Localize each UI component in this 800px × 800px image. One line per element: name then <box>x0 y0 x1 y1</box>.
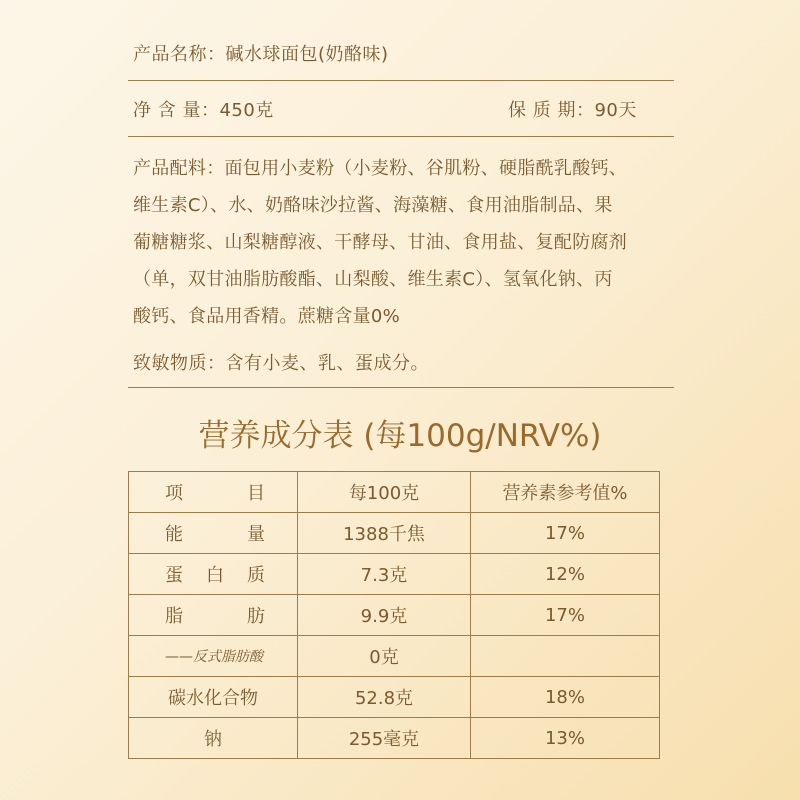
shelf-life: 保 质 期：90天 <box>508 100 637 121</box>
header-nrv: 营养素参考值% <box>471 472 660 513</box>
row-value: 7.3克 <box>298 554 471 595</box>
nutrition-title <box>0 410 800 455</box>
row-name: 碳水化合物 <box>129 677 298 718</box>
row-name-char: 质 <box>247 565 265 586</box>
row-nrv: 18% <box>471 677 660 718</box>
ingredients-line: 维生素C）、水、奶酪味沙拉酱、海藻糖、食用油脂制品、果 <box>133 195 613 216</box>
row-nrv: 12% <box>471 554 660 595</box>
row-nrv <box>471 636 660 677</box>
row-value: 9.9克 <box>298 595 471 636</box>
product-name: 产品名称：碱水球面包(奶酪味) <box>133 44 389 65</box>
row-nrv: 17% <box>471 595 660 636</box>
row-name-char: 白 <box>206 565 224 586</box>
row-value: 0克 <box>298 636 471 677</box>
row-value: 255毫克 <box>298 718 471 759</box>
row-value: 1388千焦 <box>298 513 471 554</box>
row-name <box>129 595 298 636</box>
row-name-char: 肪 <box>247 606 265 627</box>
table-row <box>129 677 660 718</box>
header-item <box>129 472 298 513</box>
row-name-char: 蛋 <box>165 565 183 586</box>
row-nrv: 17% <box>471 513 660 554</box>
allergen-info: 致敏物质：含有小麦、乳、蛋成分。 <box>133 353 429 374</box>
row-name-char: 量 <box>247 524 265 545</box>
table-row <box>129 636 660 677</box>
ingredients-line: 产品配料：面包用小麦粉（小麦粉、谷肌粉、硬脂酰乳酸钙、 <box>133 158 628 179</box>
header-per100: 每100克 <box>298 472 471 513</box>
divider <box>128 387 674 388</box>
table-row <box>129 513 660 554</box>
nutrition-title-main: 营养成分表 <box>198 418 354 454</box>
table-header-row <box>129 472 660 513</box>
row-nrv: 13% <box>471 718 660 759</box>
row-name <box>129 513 298 554</box>
row-name <box>129 554 298 595</box>
divider <box>128 136 674 137</box>
header-item-char: 项 <box>165 483 183 504</box>
header-item-char: 目 <box>247 483 265 504</box>
table-row <box>129 595 660 636</box>
row-name-char: 脂 <box>165 606 183 627</box>
nutrition-title-unit: (每100g/NRV%) <box>363 418 602 454</box>
nutrition-table <box>128 471 660 759</box>
row-name: ——反式脂肪酸 <box>129 636 298 677</box>
net-content: 净 含 量：450克 <box>133 100 274 121</box>
divider <box>128 80 674 81</box>
row-name-char: 能 <box>165 524 183 545</box>
ingredients-line: 葡糖糖浆、山梨糖醇液、干酵母、甘油、食用盐、复配防腐剂 <box>133 232 628 253</box>
table-row <box>129 718 660 759</box>
ingredients-line: 酸钙、食品用香精。蔗糖含量0% <box>133 306 401 327</box>
table-row <box>129 554 660 595</box>
ingredients-line: （单，双甘油脂肪酸酯、山梨酸、维生素C）、氢氧化钠、丙 <box>133 269 613 290</box>
ingredients <box>133 150 678 335</box>
row-value: 52.8克 <box>298 677 471 718</box>
row-name: 钠 <box>129 718 298 759</box>
